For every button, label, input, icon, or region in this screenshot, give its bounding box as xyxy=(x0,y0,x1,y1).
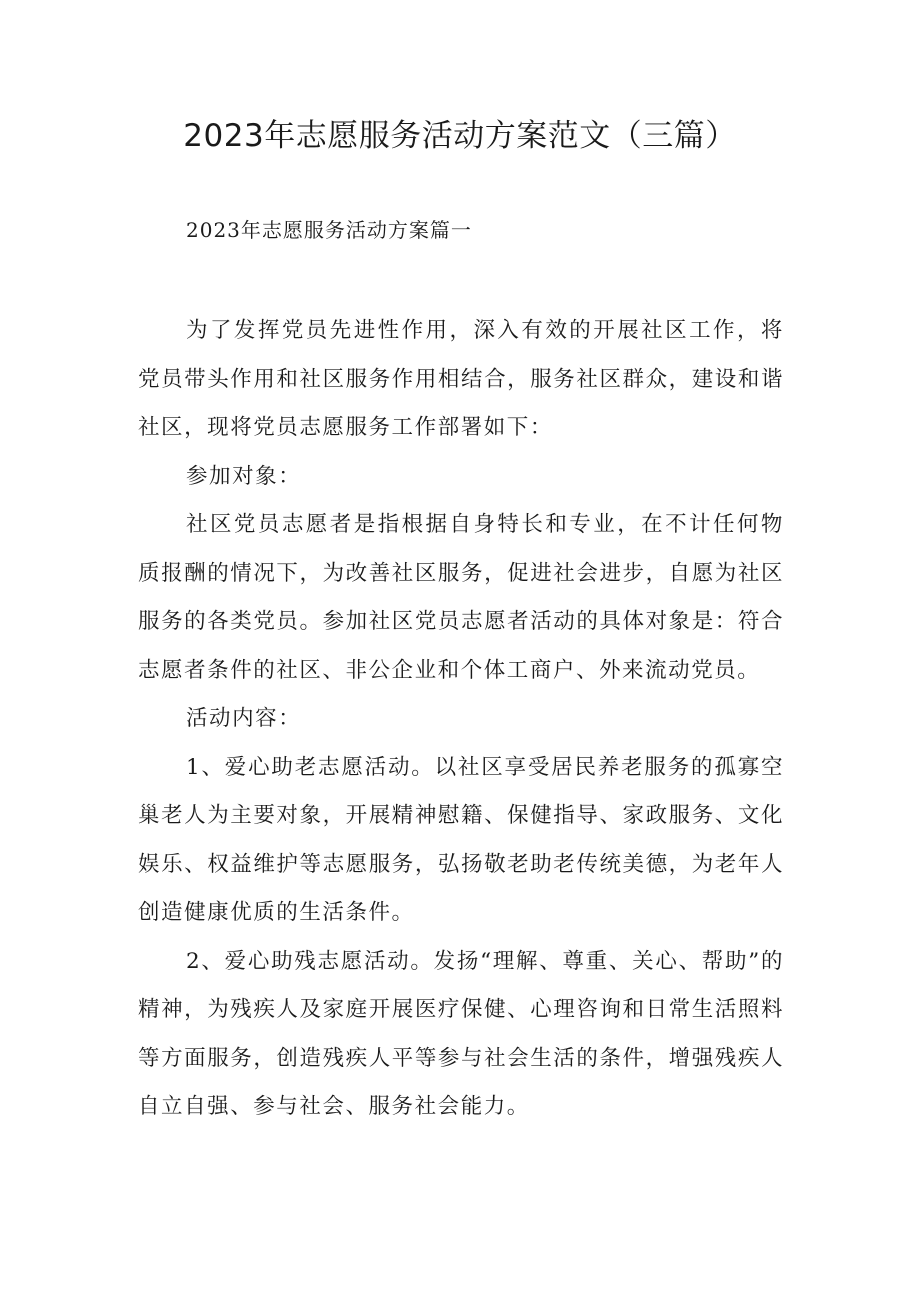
disabled-activity-paragraph: 2、爱心助残志愿活动。发扬“理解、尊重、关心、帮助”的精神，为残疾人及家庭开展医疗保健、心理咨询和日常生活照料等方面服务，创造残疾人平等参与社会生活的条件，增强残疾人自立自强、参与社会、服务社会能力。 xyxy=(138,948,784,1119)
activities-heading: 活动内容： xyxy=(186,706,302,731)
section-heading: 2023年志愿服务活动方案篇一 xyxy=(186,218,472,242)
participants-heading: 参加对象： xyxy=(186,463,302,489)
elderly-activity-paragraph: 1、爱心助老志愿活动。以社区享受居民养老服务的孤寡空巢老人为主要对象，开展精神慰籍、保健指导、家政服务、文化娱乐、权益维护等志愿服务，弘扬敬老助老传统美德，为老年人创造健康优质的生活条件。 xyxy=(138,754,784,925)
document-body xyxy=(138,307,784,1132)
intro-paragraph: 为了发挥党员先进性作用，深入有效的开展社区工作，将党员带头作用和社区服务作用相结合，服务社区群众，建设和谐社区，现将党员志愿服务工作部署如下： xyxy=(138,318,784,440)
document-title: 2023年志愿服务活动方案范文（三篇） xyxy=(183,118,737,154)
participants-paragraph: 社区党员志愿者是指根据自身特长和专业，在不计任何物质报酬的情况下，为改善社区服务，促进社会进步，自愿为社区服务的各类党员。参加社区党员志愿者活动的具体对象是：符合志愿者条件的社区、非公企业和个体工商户、外来流动党员。 xyxy=(138,512,784,683)
